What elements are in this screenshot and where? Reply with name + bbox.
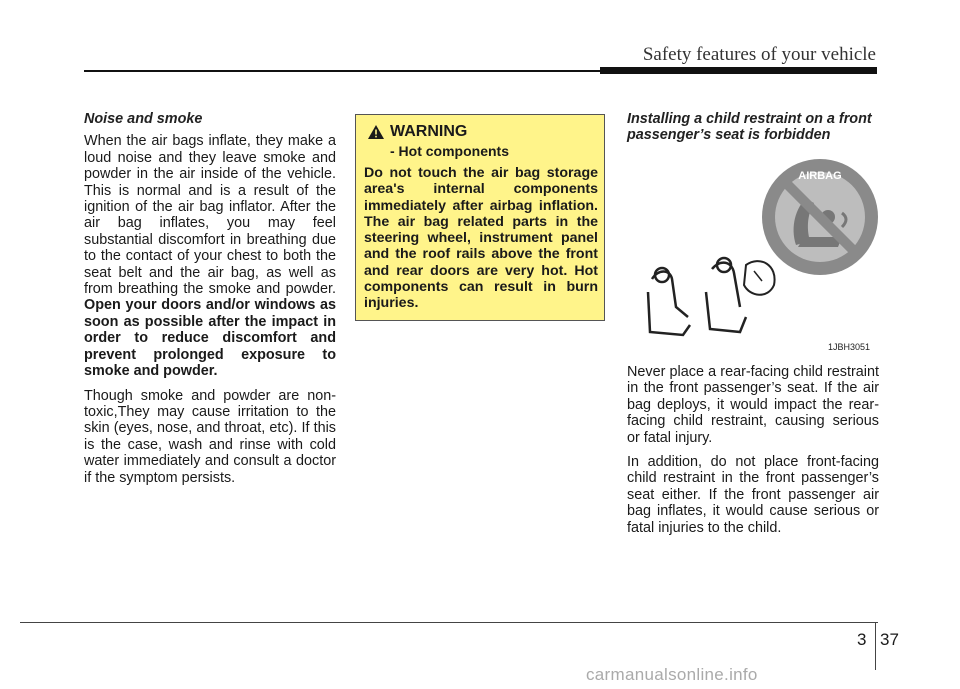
noise-smoke-advice: Open your doors and/or windows as soon as possible after the impact in order to reduce discomfort and prevent prolonged exposure to smoke and powder. xyxy=(84,297,336,380)
page-number: 37 xyxy=(880,630,899,649)
rear-facing-paragraph: Never place a rear-facing child restraint in the front passenger’s seat. If the air bag deploys, it would impact the rear-facing child restraint, causing serious or fatal injury. xyxy=(627,364,879,446)
footer-rule xyxy=(20,622,878,623)
header-rule-accent xyxy=(600,67,877,74)
illustration-code: 1JBH3051 xyxy=(828,342,871,352)
chapter-number: 3 xyxy=(857,630,867,649)
irritation-paragraph: Though smoke and powder are non-toxic,They may cause irritation to the skin (eyes, nose, and throat, etc). If this is the case, wash and rinse with cold water immediately and consult a doctor if the symptom persists. xyxy=(84,387,336,486)
watermark: carmanualsonline.info xyxy=(586,665,758,684)
footer-divider xyxy=(875,622,876,670)
warning-subtitle: - Hot components xyxy=(390,143,509,159)
airbag-ring-label: AIRBAG xyxy=(798,170,842,182)
section-title: Safety features of your vehicle xyxy=(642,44,876,65)
right-column-body xyxy=(627,364,879,544)
child-seat-airbag-illustration xyxy=(628,157,878,357)
noise-smoke-paragraph xyxy=(84,133,336,379)
warning-box xyxy=(355,114,605,321)
warning-body: Do not touch the air bag storage area's internal components immediately after airbag inflation. The air bag related parts in the steering wheel, instrument panel and the roof rails above the front and rear doors are very hot. Hot components can result in burn injuries. xyxy=(364,165,598,312)
front-facing-paragraph: In addition, do not place front-facing child restraint in the front passenger’s seat either. If the front passenger air bag inflates, it would cause serious or fatal injuries to the child. xyxy=(627,454,879,536)
noise-smoke-text: When the air bags inflate, they make a loud noise and they leave smoke and powder in the air inside of the vehicle. This is normal and is a result of the ignition of the air bag inflator. After the air bag inflates, you may feel substantial discomfort in breathing due to the contact of your chest to both the seat belt and the air bag, as well as from breathing the smoke and powder. xyxy=(84,133,336,298)
right-column xyxy=(627,111,879,150)
warning-header xyxy=(368,123,598,141)
child-restraint-heading: Installing a child restraint on a front passenger’s seat is forbidden xyxy=(627,111,872,144)
left-column xyxy=(84,111,336,494)
noise-smoke-heading: Noise and smoke xyxy=(84,111,203,127)
warning-triangle-icon xyxy=(368,125,384,139)
warning-title: WARNING xyxy=(390,123,468,140)
